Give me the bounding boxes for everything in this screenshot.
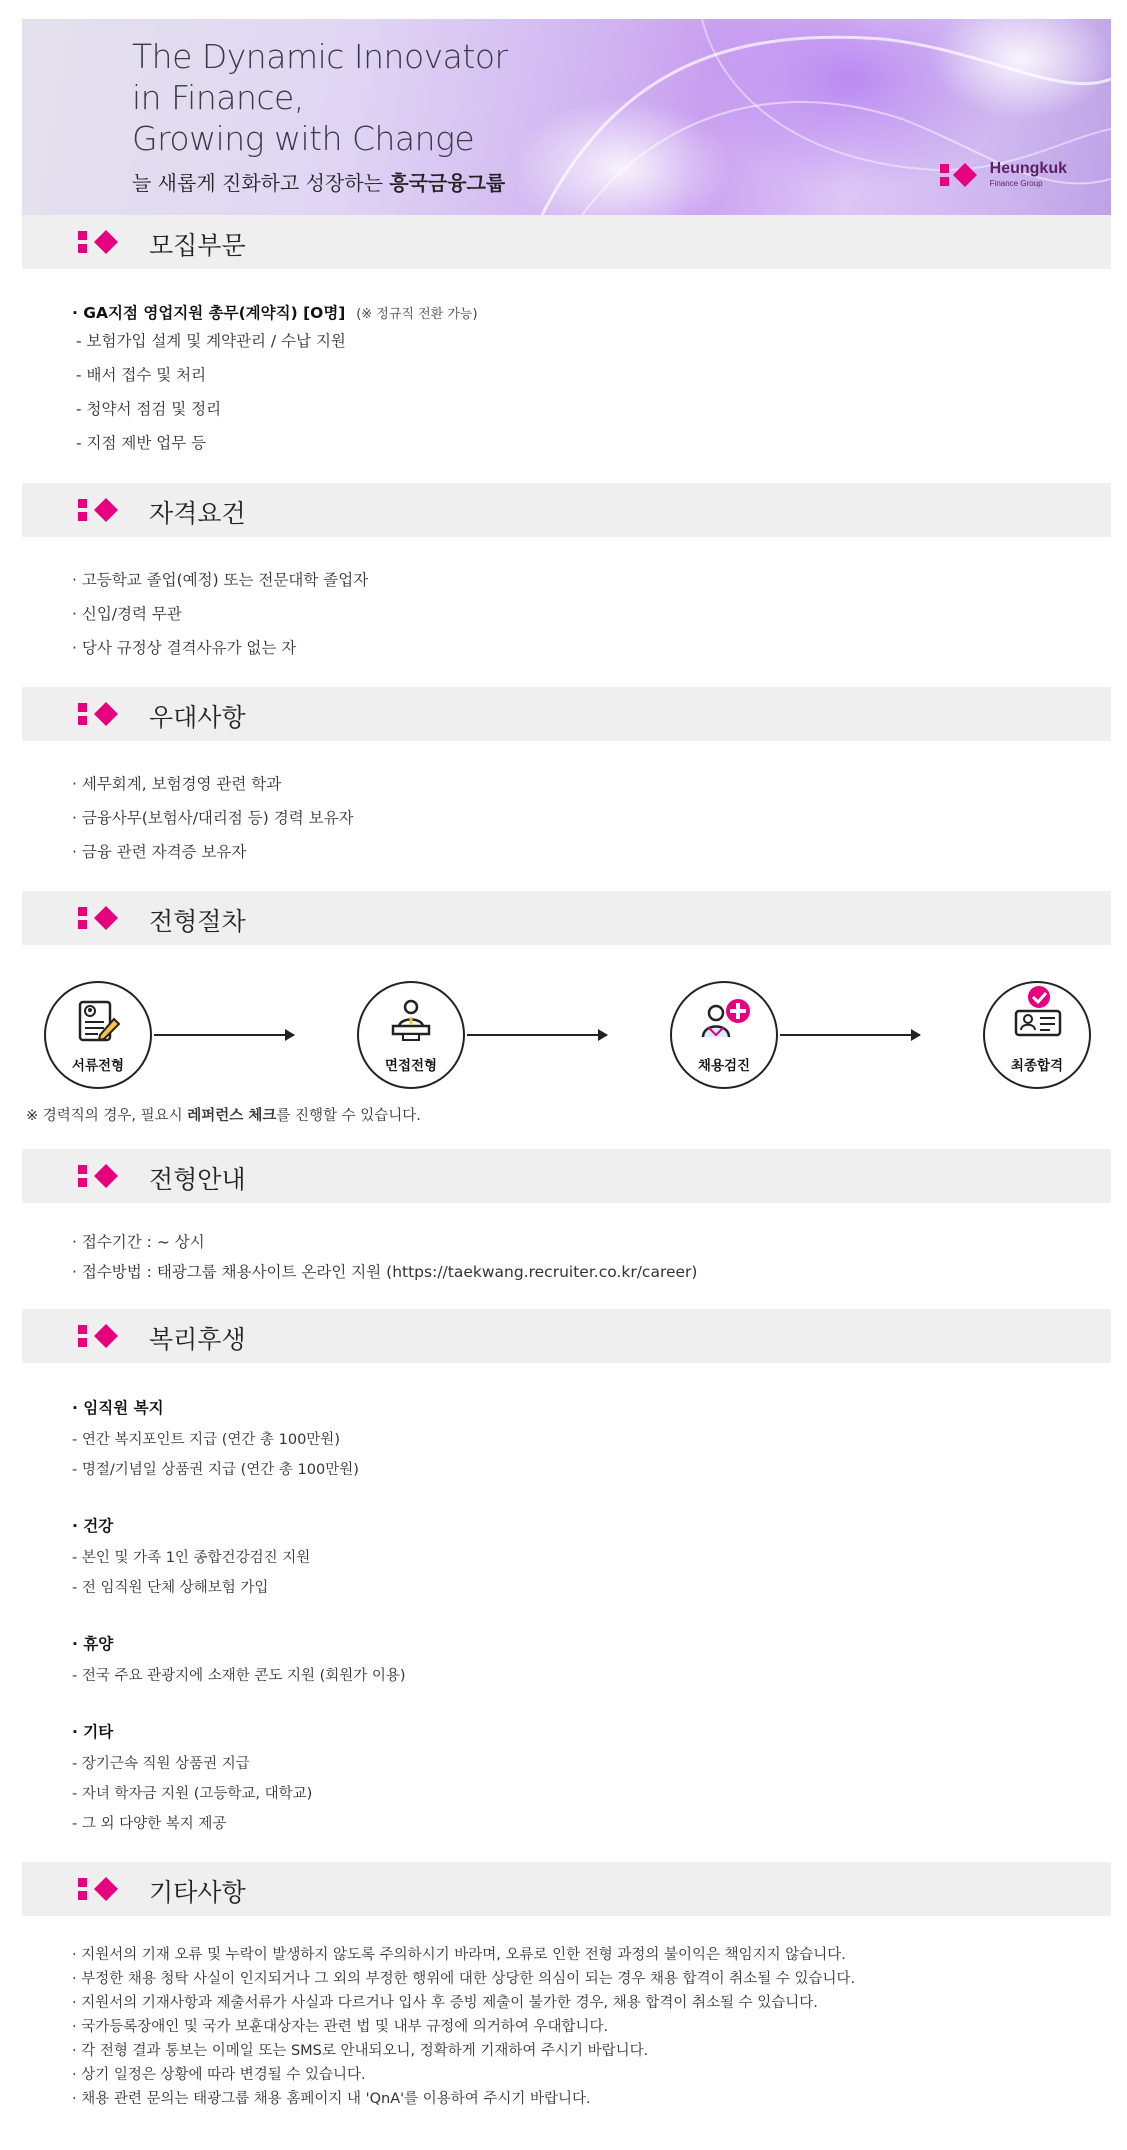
section-header-preference	[22, 687, 1111, 741]
section-header-etc	[22, 1862, 1111, 1916]
duty-item: - 청약서 점검 및 정리	[76, 400, 222, 418]
process-note-bold: 레퍼런스 체크	[187, 1108, 277, 1124]
banner-subtitle-bold: 흥국금융그룹	[389, 171, 506, 195]
welfare-heading: · 임직원 복지	[72, 1399, 164, 1417]
hero-banner	[22, 19, 1111, 215]
preference-item: · 금융사무(보험사/대리점 등) 경력 보유자	[72, 809, 354, 827]
preference-item: · 세무회계, 보험경영 관련 학과	[72, 775, 282, 793]
section-title: 복리후생	[149, 1325, 246, 1354]
brand-logo	[940, 161, 1067, 188]
banner-headline-line3: Growing with Change	[132, 119, 475, 158]
section-logo-icon	[78, 497, 122, 523]
process-arrow	[467, 1034, 607, 1036]
etc-item: · 지원서의 기재 오류 및 누락이 발생하지 않도록 주의하시기 바라며, 오류로 인한 전형 과정의 불이익은 책임지지 않습니다.	[72, 1947, 846, 1963]
banner-subtitle-text: 늘 새롭게 진화하고 성장하는	[132, 171, 390, 195]
etc-item: · 국가등록장애인 및 국가 보훈대상자는 관련 법 및 내부 규정에 의거하여 우대합니다.	[72, 2019, 609, 2035]
position-title-text: · GA지점 영업지원 총무(계약직) [O명]	[72, 304, 346, 322]
banner-headline-line1: The Dynamic Innovator	[132, 37, 508, 76]
process-step-label: 채용검진	[697, 1058, 751, 1074]
duty-item: - 보험가입 설계 및 계약관리 / 수납 지원	[76, 332, 346, 350]
welfare-item: - 전국 주요 관광지에 소재한 콘도 지원 (회원가 이용)	[72, 1668, 406, 1684]
welfare-item: - 본인 및 가족 1인 종합건강검진 지원	[72, 1550, 311, 1566]
section-logo-icon	[78, 229, 122, 255]
section-header-qualification	[22, 483, 1111, 537]
section-logo-icon	[78, 1163, 122, 1189]
process-arrow	[154, 1034, 294, 1036]
brand-name: Heungkuk	[989, 160, 1067, 177]
etc-item: · 채용 관련 문의는 태광그룹 채용 홈페이지 내 'QnA'를 이용하여 주시기 바랍니다.	[72, 2091, 591, 2107]
process-step-label: 면접전형	[384, 1058, 438, 1074]
guide-item: · 접수기간 : ~ 상시	[72, 1233, 205, 1251]
qualification-item: · 고등학교 졸업(예정) 또는 전문대학 졸업자	[72, 571, 369, 589]
section-title: 전형절차	[149, 907, 246, 936]
position-title	[72, 301, 478, 323]
etc-item: · 부정한 채용 청탁 사실이 인지되거나 그 외의 부정한 행위에 대한 상당한 의심이 되는 경우 채용 합격이 취소될 수 있습니다.	[72, 1971, 856, 1987]
process-note	[26, 1104, 421, 1125]
document-review-icon	[74, 997, 122, 1047]
welfare-heading: · 휴양	[72, 1635, 114, 1653]
process-step-label: 서류전형	[71, 1058, 125, 1074]
process-step-medical	[670, 981, 778, 1089]
position-note: (※ 정규직 전환 가능)	[356, 307, 478, 322]
heungkuk-logo-icon	[940, 162, 982, 188]
welfare-item: - 연간 복지포인트 지급 (연간 총 100만원)	[72, 1432, 340, 1448]
section-header-process	[22, 891, 1111, 945]
qualification-item: · 신입/경력 무관	[72, 605, 182, 623]
welfare-item: - 자녀 학자금 지원 (고등학교, 대학교)	[72, 1786, 313, 1802]
process-step-interview	[357, 981, 465, 1089]
duty-item: - 배서 접수 및 처리	[76, 366, 207, 384]
etc-item: · 상기 일정은 상황에 따라 변경될 수 있습니다.	[72, 2067, 366, 2083]
duty-item: - 지점 제반 업무 등	[76, 434, 207, 452]
brand-subname: Finance Group	[989, 179, 1043, 188]
banner-subtitle	[132, 167, 505, 196]
etc-item: · 지원서의 기재사항과 제출서류가 사실과 다르거나 입사 후 증빙 제출이 불가한 경우, 채용 합격이 취소될 수 있습니다.	[72, 1995, 818, 2011]
section-title: 자격요건	[149, 499, 246, 528]
section-logo-icon	[78, 701, 122, 727]
section-title: 우대사항	[149, 703, 246, 732]
section-logo-icon	[78, 1323, 122, 1349]
process-arrow	[780, 1034, 920, 1036]
welfare-item: - 명절/기념일 상품권 지급 (연간 총 100만원)	[72, 1462, 359, 1478]
welfare-item: - 전 임직원 단체 상해보험 가입	[72, 1580, 269, 1596]
welfare-heading: · 건강	[72, 1517, 114, 1535]
guide-item: · 접수방법 : 태광그룹 채용사이트 온라인 지원 (https://taekwang.recruiter.co.kr/career)	[72, 1263, 698, 1281]
etc-item: · 각 전형 결과 통보는 이메일 또는 SMS로 안내되오니, 정확하게 기재하여 주시기 바랍니다.	[72, 2043, 649, 2059]
qualification-item: · 당사 규정상 결격사유가 없는 자	[72, 639, 297, 657]
banner-headline-line2: in Finance,	[132, 78, 304, 117]
section-logo-icon	[78, 905, 122, 931]
section-title: 기타사항	[149, 1878, 246, 1907]
welfare-item: - 장기근속 직원 상품권 지급	[72, 1756, 250, 1772]
section-title: 모집부문	[149, 231, 246, 260]
process-note-suffix: 를 진행할 수 있습니다.	[276, 1108, 421, 1124]
section-title: 전형안내	[149, 1165, 246, 1194]
section-logo-icon	[78, 1876, 122, 1902]
section-header-recruit	[22, 215, 1111, 269]
final-pass-icon	[1013, 985, 1065, 1039]
process-step-final	[983, 981, 1091, 1089]
section-header-guide	[22, 1149, 1111, 1203]
process-step-document	[44, 981, 152, 1089]
medical-checkup-icon	[700, 997, 752, 1047]
process-step-label: 최종합격	[1010, 1058, 1064, 1074]
section-header-welfare	[22, 1309, 1111, 1363]
interview-icon	[387, 997, 435, 1047]
preference-item: · 금융 관련 자격증 보유자	[72, 843, 247, 861]
welfare-heading: · 기타	[72, 1723, 114, 1741]
process-note-text: ※ 경력직의 경우, 필요시	[26, 1108, 188, 1124]
welfare-item: - 그 외 다양한 복지 제공	[72, 1816, 227, 1832]
